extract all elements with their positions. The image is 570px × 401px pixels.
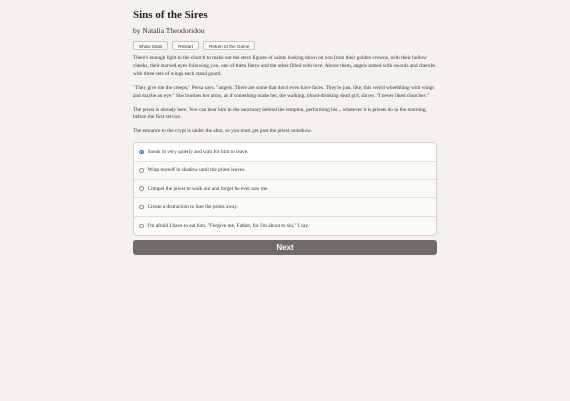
choice-option-eat[interactable] xyxy=(134,217,436,235)
choice-label: Wrap myself in shadow until the priest leaves. xyxy=(147,167,246,174)
return-to-game-button[interactable]: Return to the Game xyxy=(203,41,255,50)
story-paragraph: There's enough light in the church to make out the stern figures of saints looking down on you from their golden crowns, with their hollow cheeks, their starved eyes following you, one of them fierce and the other filled with love. Above them, angels armed with swords and cherubs with three sets of wings each stand guard. xyxy=(133,55,436,77)
choice-label: Create a distraction to lure the priest away. xyxy=(147,204,239,211)
radio-icon[interactable] xyxy=(139,205,144,210)
story-paragraph: "They give me the creeps," Persa says. "angels. There are some that don't even have faces. They're just, like, this weird wheelthing with wings and maybe an eye." She brushes her arms, as if something made her, the walking, blood-drinking dead girl, shiver. "I never liked churches." xyxy=(133,84,435,99)
story-paragraph: The priest is already here. You can hear him in the sanctuary behind the templon, performing his... whatever it is priests do in the morning, before the first service. xyxy=(133,106,427,121)
choice-label: Compel the priest to walk out and forget he ever saw me. xyxy=(147,185,269,192)
choice-option-compel[interactable] xyxy=(134,180,436,198)
radio-selected-icon[interactable] xyxy=(139,150,144,155)
show-stats-button[interactable]: Show Stats xyxy=(133,41,168,50)
game-page xyxy=(133,8,437,255)
story-byline: by Natalia Theodoridou xyxy=(133,26,205,35)
restart-button[interactable]: Restart xyxy=(172,41,199,50)
radio-icon[interactable] xyxy=(139,186,144,191)
toolbar xyxy=(133,41,437,50)
next-button[interactable]: Next xyxy=(133,240,437,255)
story-paragraph: The entrance to the crypt is under the altar, so you must get past the priest somehow. xyxy=(133,128,312,135)
choice-label: I'm afraid I have to eat him. "Forgive me, Father, for I'm about to sin," I say. xyxy=(147,223,309,229)
story-title: Sins of the Sires xyxy=(133,9,208,21)
choice-option-shadow[interactable] xyxy=(134,162,436,180)
choice-label: Sneak in very quietly and wait for him to leave. xyxy=(147,148,249,155)
radio-icon[interactable] xyxy=(139,168,144,173)
choice-option-sneak[interactable] xyxy=(134,143,436,161)
radio-icon[interactable] xyxy=(139,224,144,229)
choice-option-distraction[interactable] xyxy=(134,198,436,216)
choice-list xyxy=(133,142,437,236)
